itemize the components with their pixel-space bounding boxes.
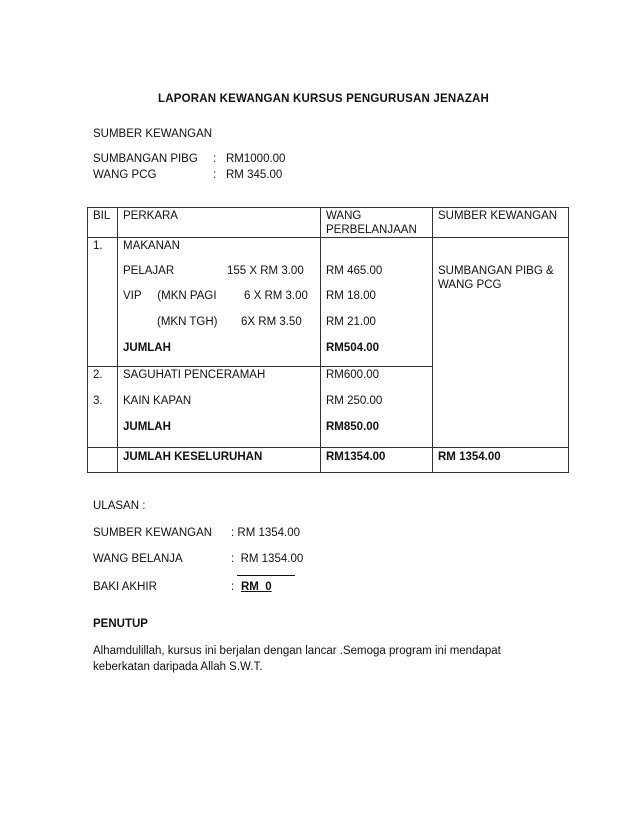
vip-tgh-calc: 6X RM 3.50 [241, 316, 302, 328]
sumber-value-pibg: RM1000.00 [226, 153, 286, 165]
kain-bil: 3. [93, 395, 103, 407]
ulasan-sumber-label: SUMBER KEWANGAN [93, 527, 213, 539]
sumber-value-pcg: RM 345.00 [226, 169, 283, 181]
section-makanan-row [88, 238, 569, 367]
lain-perkara-cell [118, 367, 321, 448]
makanan-jumlah-amount: RM504.00 [326, 342, 380, 354]
total-bil-cell [88, 448, 118, 473]
vip-pagi-calc: 6 X RM 3.00 [244, 290, 308, 302]
baki-label: BAKI AKHIR [93, 581, 157, 593]
sumber-merged-cell [433, 238, 569, 448]
header-wang-line1: WANG [326, 210, 362, 222]
vip-pagi-amount: RM 18.00 [326, 290, 376, 302]
makanan-jumlah-label: JUMLAH [123, 342, 171, 354]
lain-jumlah-amount: RM850.00 [326, 421, 380, 433]
pelajar-label: PELAJAR [123, 265, 175, 277]
header-wang-cell [321, 208, 433, 238]
ulasan-belanja-value: : RM 1354.00 [231, 553, 304, 565]
total-sumber: RM 1354.00 [438, 451, 501, 463]
lain-bil-cell [88, 367, 118, 448]
sumber-heading: SUMBER KEWANGAN [93, 128, 213, 140]
ulasan-heading: ULASAN : [93, 500, 146, 512]
sumber-sep-pibg: : [213, 153, 217, 165]
header-sumber-cell [433, 208, 569, 238]
penutup-heading: PENUTUP [93, 618, 148, 630]
penutup-line2: keberkatan daripada Allah S.W.T. [93, 661, 263, 673]
report-title: LAPORAN KEWANGAN KURSUS PENGURUSAN JENAZAH [158, 93, 490, 105]
baki-sep: : [231, 581, 235, 593]
vip-tgh-label: (MKN TGH) [157, 316, 218, 328]
total-amount: RM1354.00 [326, 451, 386, 463]
ulasan-belanja-label: WANG BELANJA [93, 553, 183, 565]
saguhati-bil: 2. [93, 369, 103, 381]
makanan-heading: MAKANAN [123, 240, 180, 252]
finance-table [87, 207, 569, 473]
sumber-sep-pcg: : [213, 169, 217, 181]
makanan-perkara-cell [118, 238, 321, 367]
sumber-label-pibg: SUMBANGAN PIBG [93, 153, 198, 165]
kain-amount: RM 250.00 [326, 395, 383, 407]
header-wang-line2: PERBELANJAAN [326, 224, 417, 236]
makanan-bil: 1. [93, 240, 103, 252]
makanan-bil-cell [88, 238, 118, 367]
kain-label: KAIN KAPAN [123, 395, 192, 407]
header-bil-cell [88, 208, 118, 238]
header-bil: BIL [93, 210, 111, 222]
lain-wang-cell [321, 367, 433, 448]
total-sumber-cell [433, 448, 569, 473]
sumber-label-pcg: WANG PCG [93, 169, 157, 181]
subtraction-line [237, 575, 295, 576]
total-label: JUMLAH KESELURUHAN [123, 451, 263, 463]
header-perkara: PERKARA [123, 210, 178, 222]
table-header-row [88, 208, 569, 238]
ulasan-sumber-value: : RM 1354.00 [231, 527, 301, 539]
total-perkara-cell [118, 448, 321, 473]
pelajar-calc: 155 X RM 3.00 [227, 265, 304, 277]
header-sumber: SUMBER KEWANGAN [438, 210, 558, 222]
vip-pagi-label: VIP (MKN PAGI [123, 290, 217, 302]
saguhati-label: SAGUHATI PENCERAMAH [123, 369, 266, 381]
pelajar-amount: RM 465.00 [326, 265, 383, 277]
sumber-cell-line1: SUMBANGAN PIBG & [438, 265, 554, 277]
makanan-wang-cell [321, 238, 433, 367]
vip-tgh-amount: RM 21.00 [326, 316, 376, 328]
total-row [88, 448, 569, 473]
lain-jumlah-label: JUMLAH [123, 421, 171, 433]
baki-value: RM 0 [241, 581, 272, 593]
header-perkara-cell [118, 208, 321, 238]
saguhati-amount: RM600.00 [326, 369, 380, 381]
sumber-cell-line2: WANG PCG [438, 279, 502, 291]
total-wang-cell [321, 448, 433, 473]
penutup-line1: Alhamdulillah, kursus ini berjalan dengan lancar .Semoga program ini mendapat [93, 645, 501, 657]
